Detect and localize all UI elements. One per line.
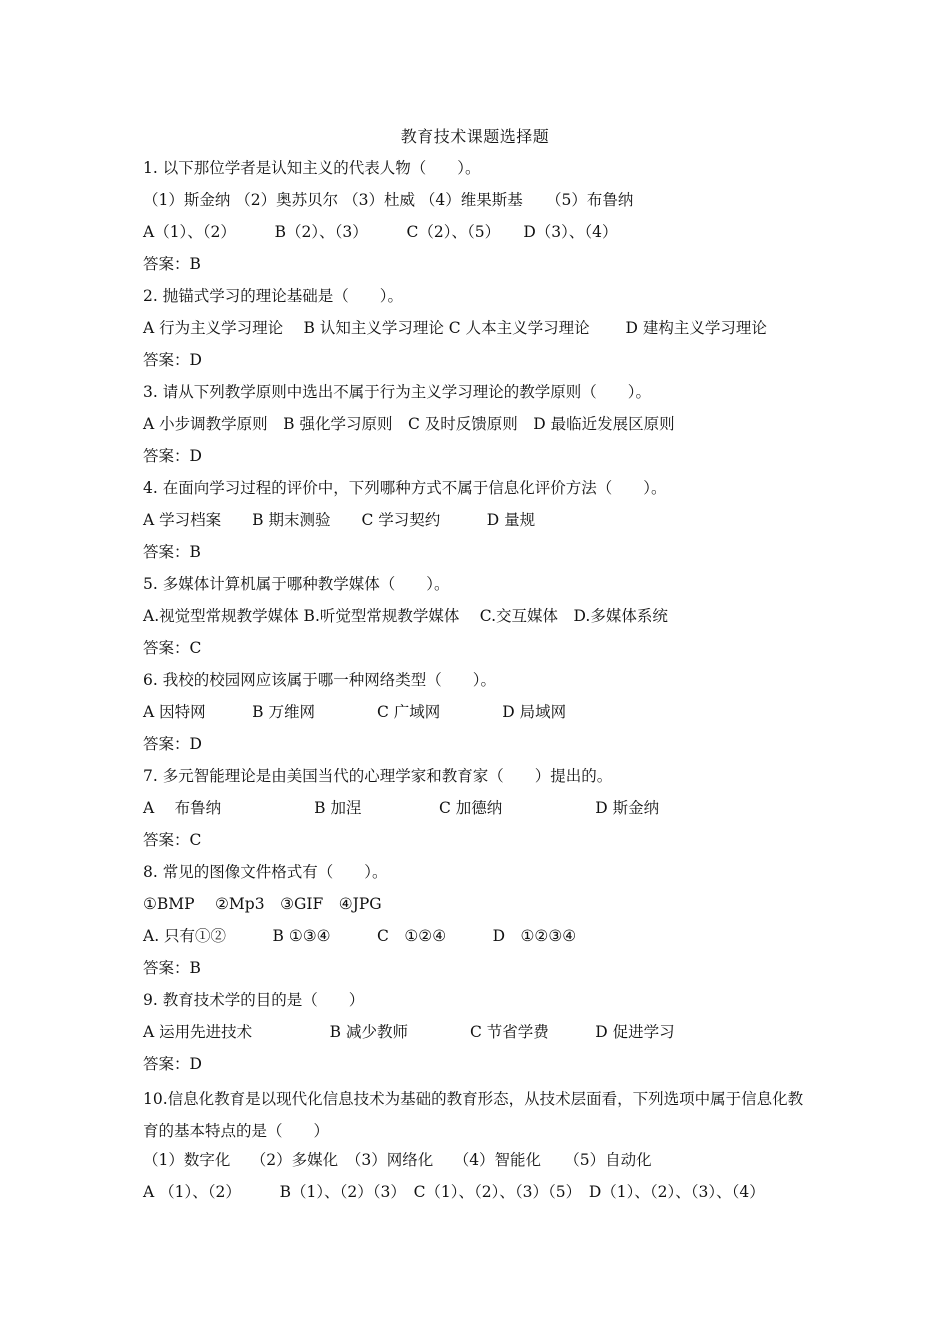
question-3: 3. 请从下列教学原则中选出不属于行为主义学习理论的教学原则（ ）。 xyxy=(143,383,651,401)
question-6-options: A 因特网 B 万维网 C 广域网 D 局域网 xyxy=(143,703,567,721)
question-2-options: A 行为主义学习理论 B 认知主义学习理论 C 人本主义学习理论 D 建构主义学习理论 xyxy=(143,319,767,337)
question-1-options: A（1）、（2） B（2）、（3） C（2）、（5） D（3）、（4） xyxy=(143,223,618,241)
question-10: 10.信息化教育是以现代化信息技术为基础的教育形态，从技术层面看，下列选项中属于信息化教育的基本特点的是（ ） xyxy=(143,1090,804,1140)
question-7: 7. 多元智能理论是由美国当代的心理学家和教育家（ ）提出的。 xyxy=(143,767,613,785)
question-4: 4. 在面向学习过程的评价中，下列哪种方式不属于信息化评价方法（ ）。 xyxy=(143,479,667,497)
question-5-answer: 答案：C xyxy=(143,639,202,657)
question-5-options: A.视觉型常规教学媒体 B.听觉型常规教学媒体 C.交互媒体 D.多媒体系统 xyxy=(143,607,668,625)
question-3-answer: 答案：D xyxy=(143,447,202,465)
question-8: 8. 常见的图像文件格式有（ ）。 xyxy=(143,863,388,881)
question-1: 1. 以下那位学者是认知主义的代表人物（ ）。 xyxy=(143,159,481,177)
question-5: 5. 多媒体计算机属于哪种教学媒体（ ）。 xyxy=(143,575,450,593)
question-1-items: （1）斯金纳 （2）奥苏贝尔 （3）杜威 （4）维果斯基 （5）布鲁纳 xyxy=(143,191,634,209)
document-title: 教育技术课题选择题 xyxy=(400,127,550,146)
question-6: 6. 我校的校园网应该属于哪一种网络类型（ ）。 xyxy=(143,671,496,689)
question-8-items: ①BMP ②Mp3 ③GIF ④JPG xyxy=(143,895,382,913)
question-7-answer: 答案：C xyxy=(143,831,202,849)
question-10-options: A （1）、（2） B（1）、（2）（3） C（1）、（2）、（3）（5） D（1）、（2）、（3）、（4） xyxy=(143,1183,765,1201)
question-9-answer: 答案：D xyxy=(143,1055,202,1073)
question-3-options: A 小步调教学原则 B 强化学习原则 C 及时反馈原则 D 最临近发展区原则 xyxy=(143,415,675,433)
question-2: 2. 抛锚式学习的理论基础是（ ）。 xyxy=(143,287,403,305)
question-9: 9. 教育技术学的目的是（ ） xyxy=(143,991,365,1009)
question-8-answer: 答案：B xyxy=(143,959,201,977)
question-10-items: （1）数字化 （2）多媒化 （3）网络化 （4）智能化 （5）自动化 xyxy=(143,1151,652,1169)
question-1-answer: 答案：B xyxy=(143,255,201,273)
question-4-options: A 学习档案 B 期末测验 C 学习契约 D 量规 xyxy=(143,511,536,529)
question-2-answer: 答案：D xyxy=(143,351,202,369)
question-6-answer: 答案：D xyxy=(143,735,202,753)
question-8-options: A. 只有①② B ①③④ C ①②④ D ①②③④ xyxy=(143,927,577,945)
question-7-options: A 布鲁纳 B 加涅 C 加德纳 D 斯金纳 xyxy=(143,799,660,817)
question-4-answer: 答案：B xyxy=(143,543,201,561)
question-9-options: A 运用先进技术 B 减少教师 C 节省学费 D 促进学习 xyxy=(143,1023,675,1041)
